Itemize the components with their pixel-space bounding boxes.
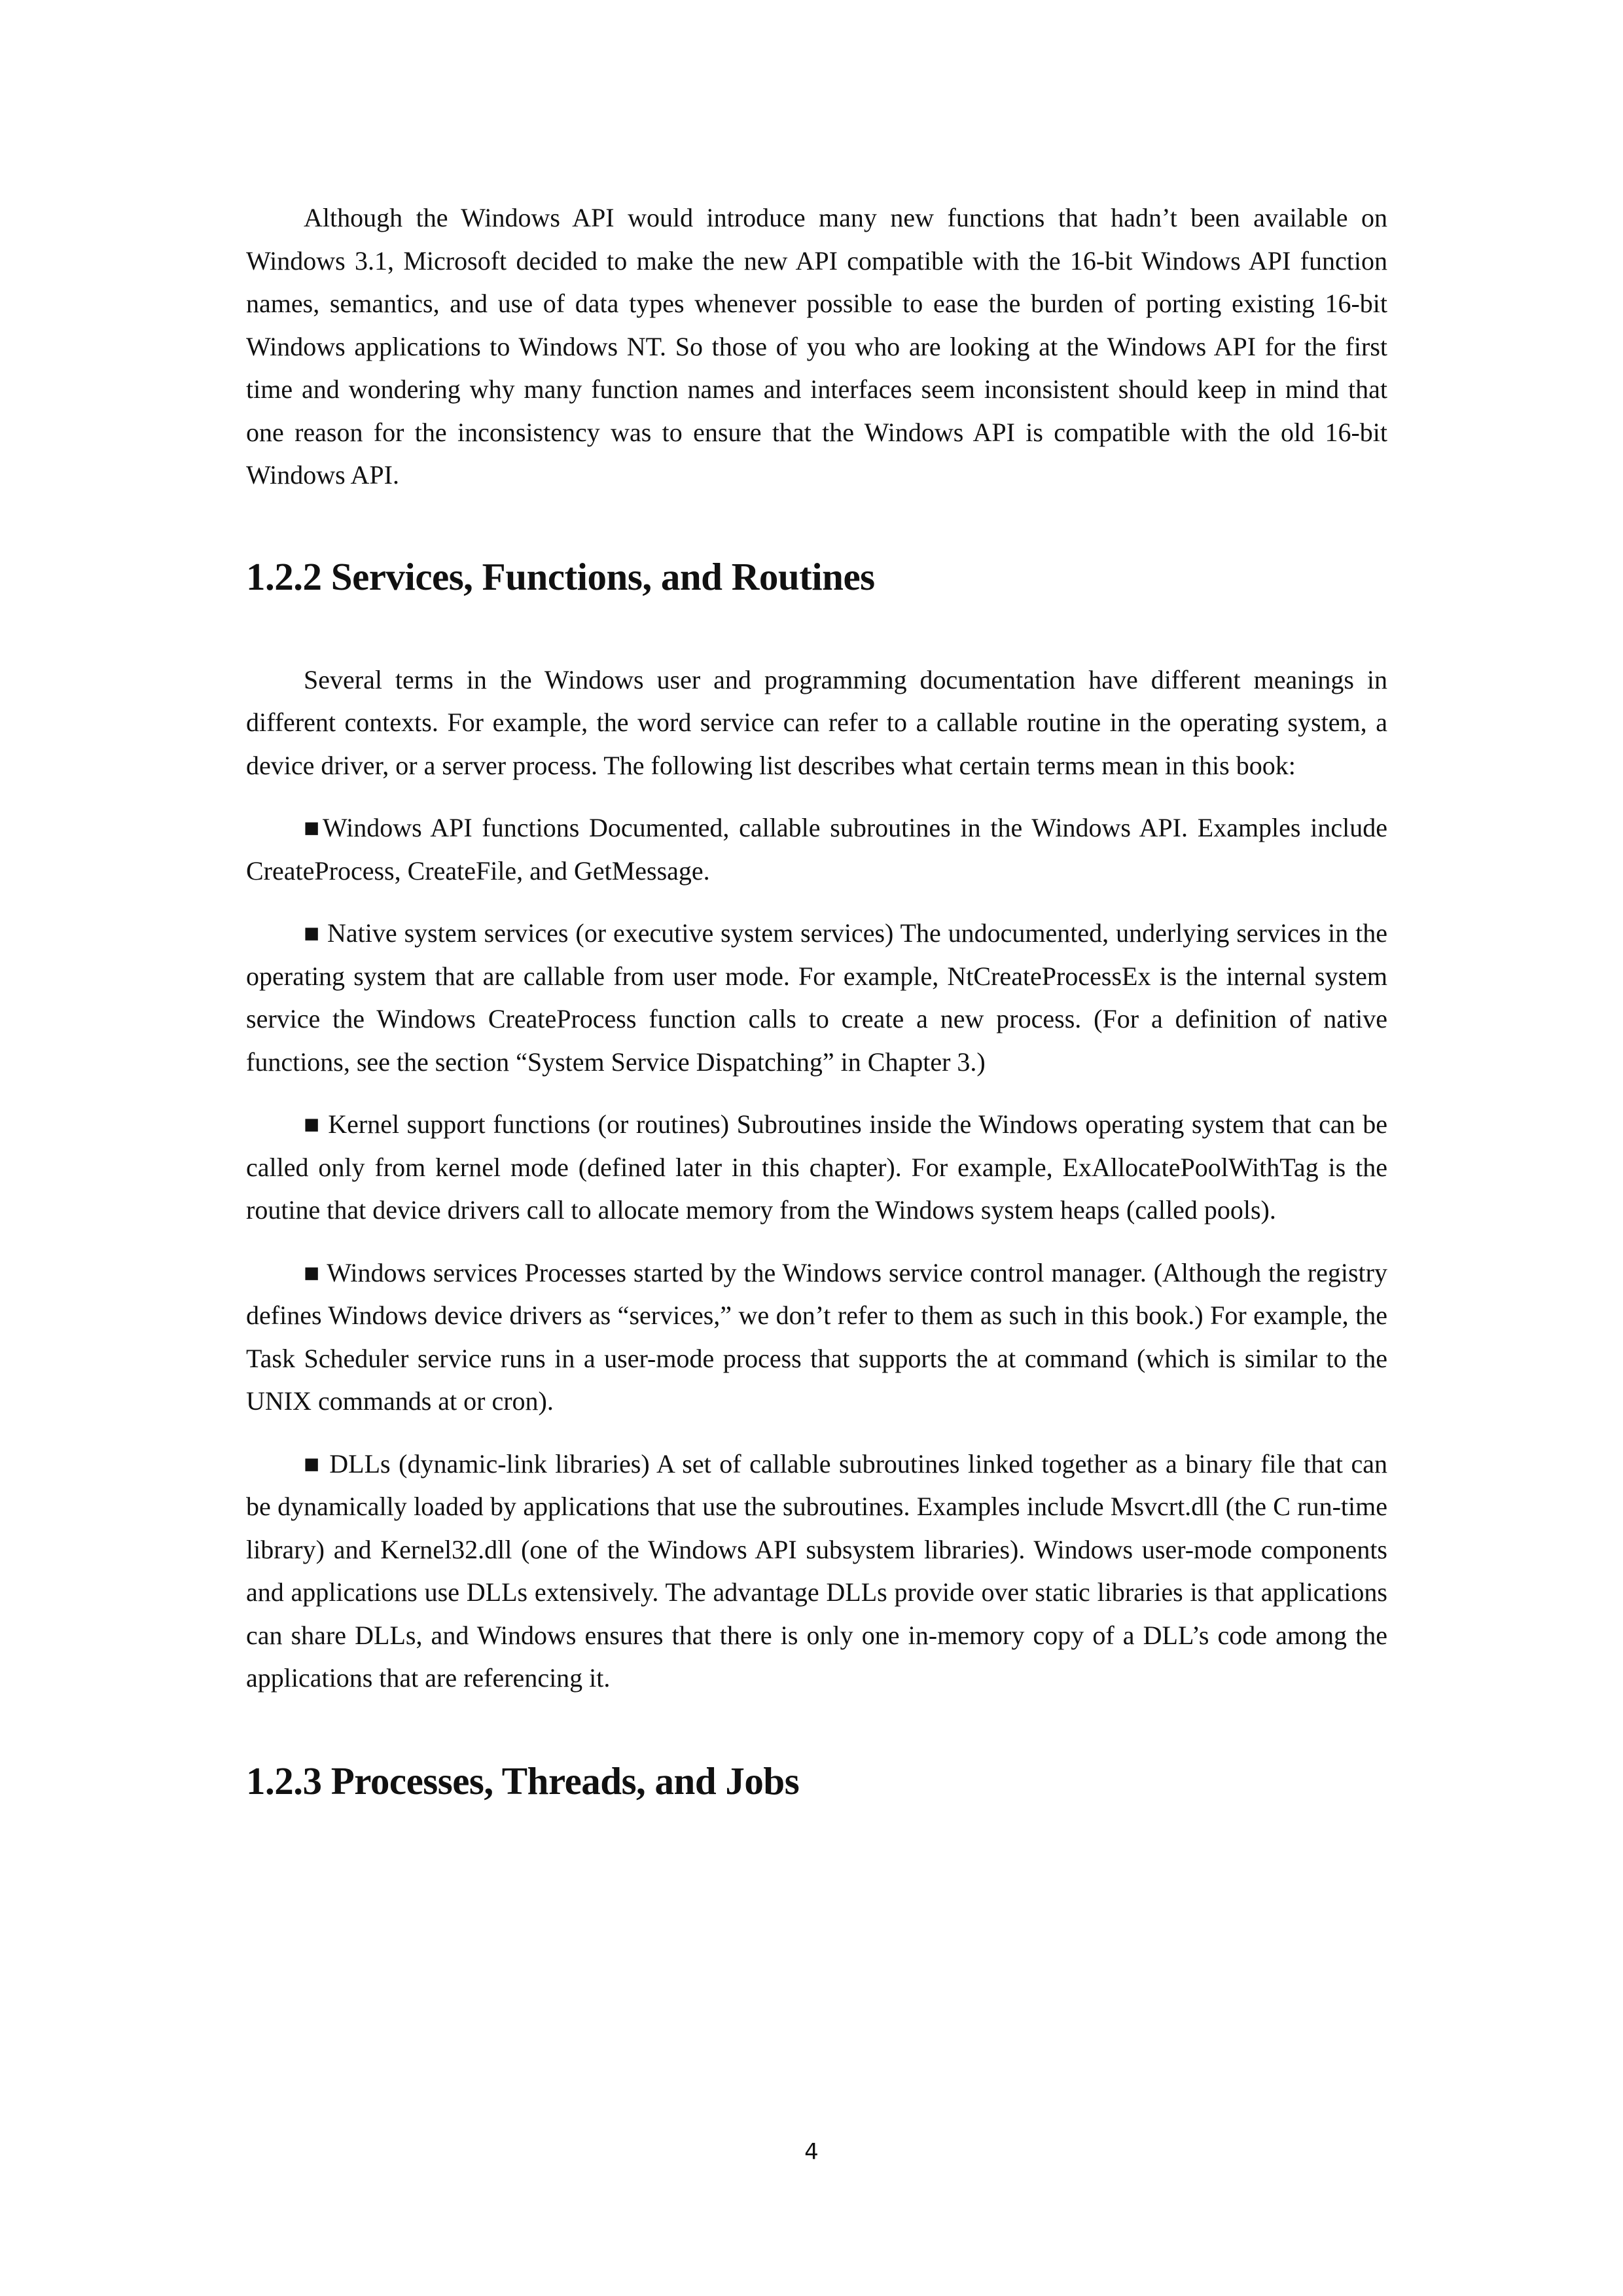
term-item-dlls: ■ DLLs (dynamic-link libraries) A set of callable subroutines linked together as a binary file that can be dynamically loaded by applications that use the subroutines. Examples include Msvcrt.dll (the C run-time library) and Kernel32.dll (one of the Windows API subsystem libraries). Windows user-mode components and applications use DLLs extensively. The advantage DLLs provide over static libraries is that applications can share DLLs, and Windows ensures that there is only one in-memory copy of a DLL’s code among the applications that are referencing it. (246, 1448, 1387, 1693)
term-item-native-system-services: ■ Native system services (or executive system services) The undocumented, underlying services in the operating system that are callable from user mode. For example, NtCreateProcessEx is the internal system service the Windows CreateProcess function calls to create a new process. (For a definition of native functions, see the section “System Service Dispatching” in Chapter 3.) (246, 918, 1387, 1077)
document-page (246, 196, 1387, 1807)
term-item-kernel-support-functions: ■ Kernel support functions (or routines) Subroutines inside the Windows operating system that can be called only from kernel mode (defined later in this chapter). For example, ExAllocatePoolWithTag is the routine that device drivers call to allocate memory from the Windows system heaps (called pools). (246, 1109, 1387, 1225)
section-intro-paragraph: Several terms in the Windows user and programming documentation have different meanings in different contexts. For example, the word service can refer to a callable routine in the operating system, a device driver, or a server process. The following list describes what certain terms mean in this book: (246, 664, 1387, 780)
section-heading-1-2-2: 1.2.2 Services, Functions, and Routines (246, 554, 875, 598)
term-item-windows-api-functions: ■Windows API functions Documented, callable subroutines in the Windows API. Examples include CreateProcess, CreateFile, and GetMessage. (246, 813, 1387, 886)
page-number: 4 (804, 2139, 819, 2165)
intro-paragraph: Although the Windows API would introduce many new functions that hadn’t been available on Windows 3.1, Microsoft decided to make the new API compatible with the 16-bit Windows API function names, semantics, and use of data types whenever possible to ease the burden of porting existing 16-bit Windows applications to Windows NT. So those of you who are looking at the Windows API for the first time and wondering why many function names and interfaces seem inconsistent should keep in mind that one reason for the inconsistency was to ensure that the Windows API is compatible with the old 16-bit Windows API. (246, 203, 1387, 490)
term-item-windows-services: ■ Windows services Processes started by the Windows service control manager. (Although the registry defines Windows device drivers as “services,” we don’t refer to them as such in this book.) For example, the Task Scheduler service runs in a user-mode process that supports the at command (which is similar to the UNIX commands at or cron). (246, 1257, 1387, 1416)
section-heading-1-2-3: 1.2.3 Processes, Threads, and Jobs (246, 1759, 800, 1803)
